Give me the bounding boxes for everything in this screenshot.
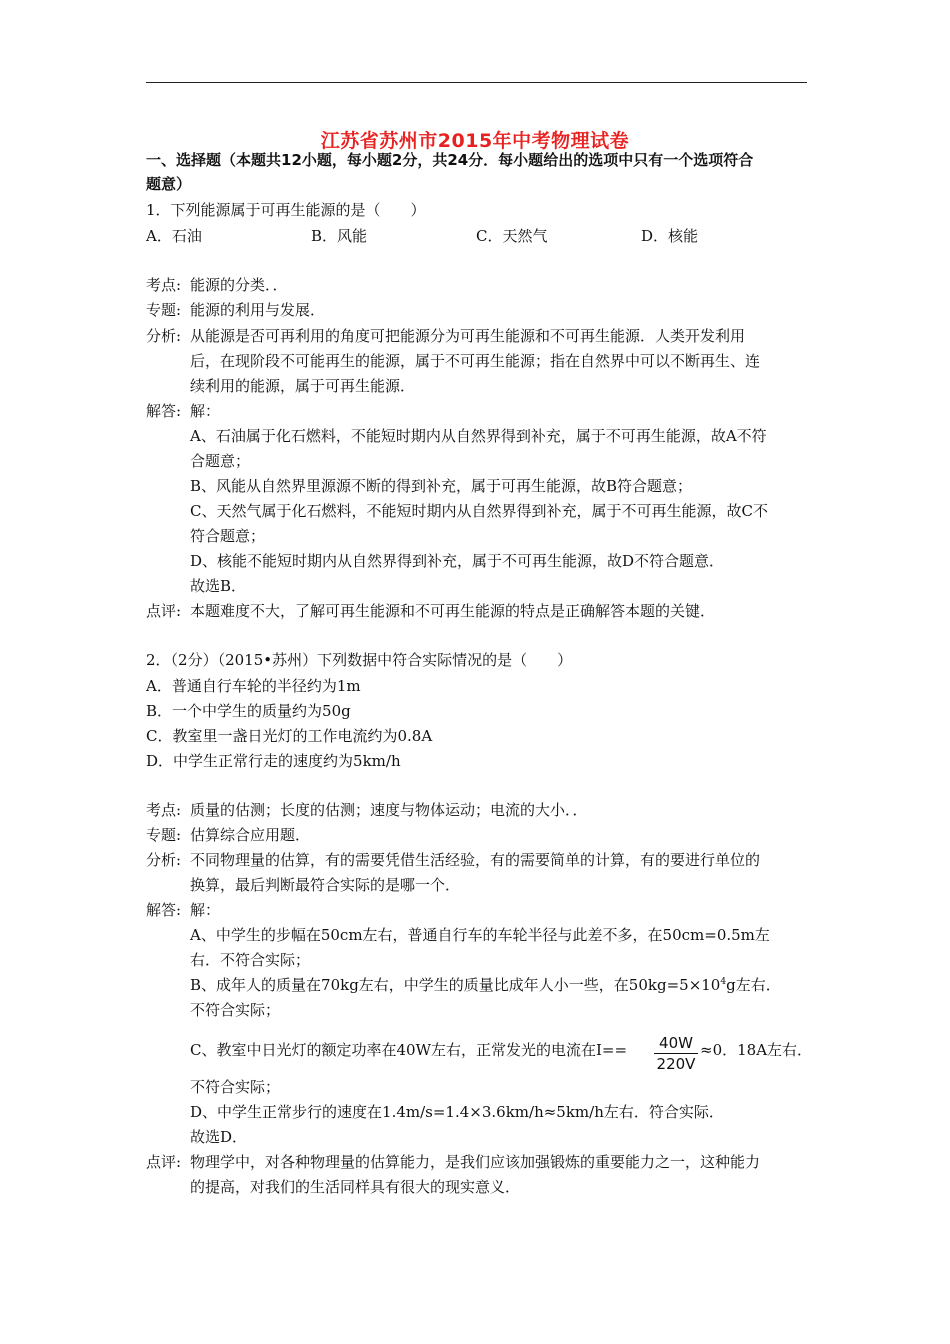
q2-jieda-a2: 右．不符合实际；: [190, 951, 311, 969]
section-heading-line1: 一、选择题（本题共12小题，每小题2分，共24分．每小题给出的选项中只有一个选项符合: [146, 151, 754, 169]
q2-fenxi-line: 不同物理量的估算，有的需要凭借生活经验，有的需要简单的计算，有的要进行单位的: [190, 851, 761, 869]
q1-jieda-line: 符合题意；: [190, 527, 266, 545]
q2-kaodian: 质量的估测；长度的估测；速度与物体运动；电流的大小．．: [190, 801, 588, 819]
q1-dianping-label: 点评:: [146, 602, 182, 620]
q1-zhuanti: 能源的利用与发展．: [190, 301, 326, 319]
q1-option-b: B．风能: [311, 227, 368, 245]
q1-jieda-line: 故选B．: [190, 577, 247, 595]
q2-dianping-line: 的提高，对我们的生活同样具有很大的现实意义．: [190, 1178, 521, 1196]
q1-jieda-line: D、核能不能短时期内从自然界得到补充，属于不可再生能源，故D不符合题意．: [190, 552, 725, 570]
q1-jieda-head: 解：: [190, 402, 221, 420]
fraction-bar: [654, 1053, 698, 1054]
q1-fenxi-line: 后，在现阶段不可能再生的能源，属于不可再生能源；指在自然界中可以不断再生、连: [190, 352, 761, 370]
q2-jieda-end: 故选D．: [190, 1128, 248, 1146]
q1-jieda-label: 解答:: [146, 402, 182, 420]
q2-jieda-d: D、中学生正常步行的速度在1.4m/s=1.4×3.6km/h≈5km/h左右．符合实际．: [190, 1103, 724, 1121]
q2-jieda-a1: A、中学生的步幅在50cm左右，普通自行车的车轮半径与此差不多，在50cm=0.5m左: [190, 926, 770, 944]
q2-jieda-c1: C、教室中日光灯的额定功率在40W左右，正常发光的电流在I==: [190, 1041, 628, 1059]
q1-jieda-line: A、石油属于化石燃料，不能短时期内从自然界得到补充，属于不可再生能源，故A不符: [190, 427, 767, 445]
header-rule: [146, 82, 807, 83]
q1-option-d: D．核能: [641, 227, 699, 245]
q1-jieda-line: B、风能从自然界里源源不断的得到补充，属于可再生能源，故B符合题意；: [190, 477, 693, 495]
q1-jieda-line: 合题意；: [190, 452, 251, 470]
q2-jieda-b1: [190, 975, 781, 995]
q2-jieda-c1-tail: ≈0．18A左右．: [700, 1041, 813, 1059]
section-heading-line2: 题意）: [146, 175, 192, 193]
fraction-denominator: 220V: [656, 1055, 696, 1073]
fraction-numerator: 40W: [659, 1034, 693, 1052]
q2-dianping-label: 点评:: [146, 1153, 182, 1171]
q2-jieda-c2: 不符合实际；: [190, 1078, 281, 1096]
q1-stem: 1．下列能源属于可再生能源的是（ ）: [146, 201, 426, 219]
q2-jieda-label: 解答:: [146, 901, 182, 919]
q1-dianping: 本题难度不大，了解可再生能源和不可再生能源的特点是正确解答本题的关键．: [190, 602, 716, 620]
q1-fenxi-line: 续利用的能源，属于可再生能源．: [190, 377, 416, 395]
q2-kaodian-label: 考点:: [146, 801, 182, 819]
q2-zhuanti-label: 专题:: [146, 826, 182, 844]
q1-jieda-line: C、天然气属于化石燃料，不能短时期内从自然界得到补充，属于不可再生能源，故C不: [190, 502, 768, 520]
q2-fenxi-label: 分析:: [146, 851, 182, 869]
q2-jieda-b2: 不符合实际；: [190, 1001, 281, 1019]
q1-fenxi-line: 从能源是否可再利用的角度可把能源分为可再生能源和不可再生能源．人类开发利用: [190, 327, 746, 345]
q2-option-c: C．教室里一盏日光灯的工作电流约为0.8A: [146, 727, 433, 745]
q1-kaodian-label: 考点:: [146, 276, 182, 294]
q2-option-b: B．一个中学生的质量约为50g: [146, 702, 351, 720]
q2-jieda-head: 解：: [190, 901, 221, 919]
q2-option-d: D．中学生正常行走的速度约为5km/h: [146, 752, 401, 770]
q1-kaodian: 能源的分类．．: [190, 276, 288, 294]
q2-fenxi-line: 换算，最后判断最符合实际的是哪一个．: [190, 876, 461, 894]
exponent: 4: [720, 977, 727, 987]
q2-stem: 2．（2分）（2015•苏州）下列数据中符合实际情况的是（ ）: [146, 651, 573, 669]
q1-option-a: A．石油: [146, 227, 202, 245]
q1-option-c: C．天然气: [476, 227, 548, 245]
q2-option-a: A．普通自行车轮的半径约为1m: [146, 677, 361, 695]
q2-dianping-line: 物理学中，对各种物理量的估算能力，是我们应该加强锻炼的重要能力之一，这种能力: [190, 1153, 761, 1171]
page-title: 江苏省苏州市2015年中考物理试卷: [320, 130, 630, 152]
q2-zhuanti: 估算综合应用题．: [190, 826, 311, 844]
q2-jieda-b1-tail: g左右．: [726, 976, 781, 994]
q2-jieda-b1-text: B、成年人的质量在70kg左右，中学生的质量比成年人小一些，在50kg=5×10: [190, 976, 721, 994]
q1-zhuanti-label: 专题:: [146, 301, 182, 319]
fraction-formula: [654, 1034, 698, 1073]
q1-fenxi-label: 分析:: [146, 327, 182, 345]
